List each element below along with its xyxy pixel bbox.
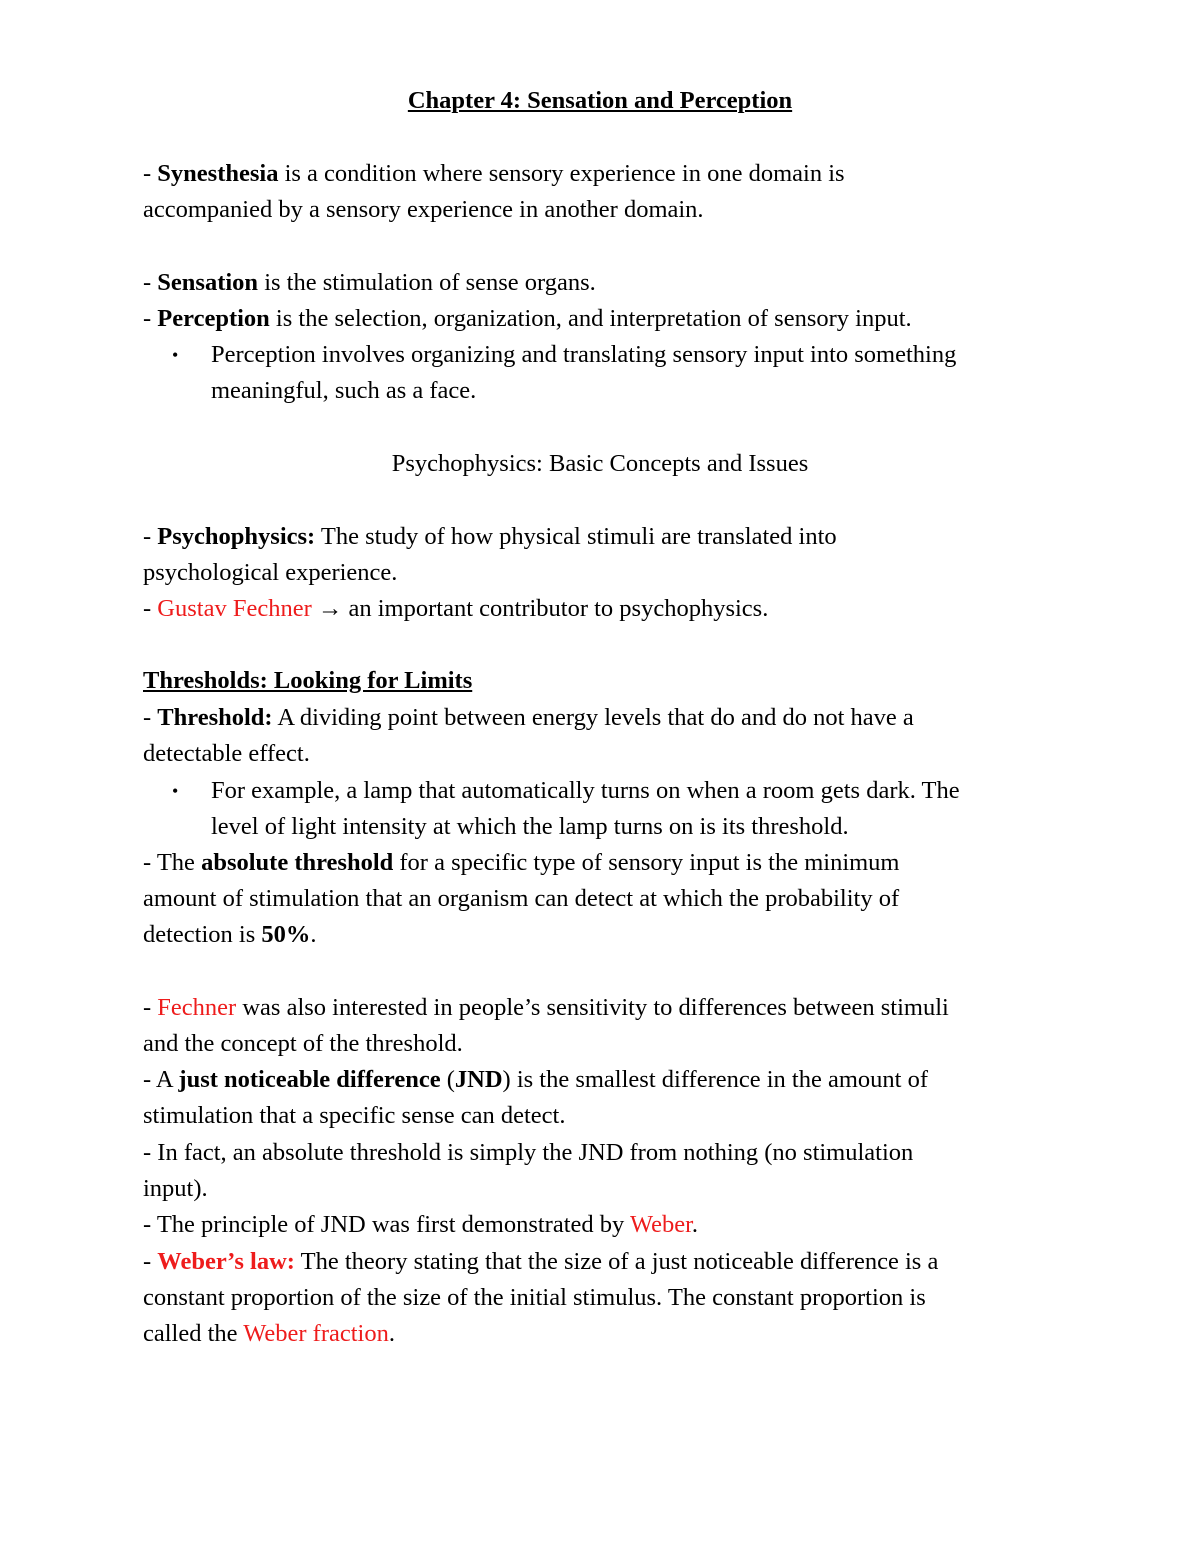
- fechner-text: an important contributor to psychophysics.: [348, 595, 769, 622]
- term-psychophysics: Psychophysics:: [157, 523, 316, 550]
- section-heading-thresholds: Thresholds: Looking for Limits: [143, 667, 473, 694]
- dash: -: [143, 160, 158, 187]
- principle-text: - The principle of JND was first demonstrated by: [143, 1211, 630, 1238]
- synesthesia-line-2: accompanied by a sensory experience in another domain.: [143, 196, 704, 223]
- period: .: [691, 1211, 699, 1238]
- term-perception: Perception: [157, 305, 270, 332]
- definition-text: A dividing point between energy levels that do and do not have a: [272, 704, 914, 731]
- fechner2-line-1: [143, 993, 949, 1023]
- term-synesthesia: Synesthesia: [157, 160, 279, 187]
- definition-text: is a condition where sensory experience in one domain is: [278, 160, 845, 187]
- definition-text: is the stimulation of sense organs.: [258, 269, 596, 296]
- dash: -: [143, 994, 158, 1021]
- fechner2-line-2: and the concept of the threshold.: [143, 1030, 463, 1057]
- name-fechner: Fechner: [157, 994, 237, 1021]
- term-weber-fraction: Weber fraction: [243, 1320, 389, 1347]
- period: .: [310, 921, 317, 948]
- period: .: [388, 1320, 395, 1347]
- absolute-threshold-line-3: [143, 920, 317, 950]
- term-jnd: just noticeable difference: [178, 1066, 441, 1093]
- jnd-line-1: [143, 1065, 928, 1095]
- fechner2-text: was also interested in people’s sensitivity to differences between stimuli: [236, 994, 949, 1021]
- absolute-threshold-line-1: [143, 848, 899, 878]
- term-webers-law: Weber’s law:: [157, 1248, 295, 1275]
- name-weber: Weber: [629, 1211, 692, 1238]
- dash: -: [143, 305, 158, 332]
- prefix: - A: [143, 1066, 179, 1093]
- term-threshold: Threshold:: [157, 704, 273, 731]
- threshold-bullet-line-1: For example, a lamp that automatically turns on when a room gets dark. The: [211, 777, 960, 804]
- perception-bullet-line-2: meaningful, such as a face.: [211, 377, 477, 404]
- definition-text: ) is the smallest difference in the amount of: [502, 1066, 928, 1093]
- weber-law-line-2: constant proportion of the size of the initial stimulus. The constant proportion is: [143, 1284, 926, 1311]
- dash: -: [143, 1248, 158, 1275]
- threshold-bullet-line-2: level of light intensity at which the lamp turns on is its threshold.: [211, 813, 849, 840]
- arrow-right-icon: →: [311, 595, 349, 622]
- synesthesia-line-1: [143, 159, 845, 189]
- sensation-line: [143, 268, 596, 298]
- psychophysics-line-1: [143, 522, 837, 552]
- definition-text: The theory stating that the size of a just noticeable difference is a: [294, 1248, 939, 1275]
- paren-open: (: [440, 1066, 455, 1093]
- definition-text: for a specific type of sensory input is the minimum: [393, 849, 900, 876]
- page-title: Chapter 4: Sensation and Perception: [407, 87, 793, 114]
- perception-line: [143, 304, 912, 334]
- weber-law-line-3: [143, 1319, 395, 1349]
- definition-text: The study of how physical stimuli are translated into: [315, 523, 837, 550]
- jnd-line-2: stimulation that a specific sense can detect.: [143, 1102, 566, 1129]
- bullet-icon: •: [172, 781, 179, 801]
- absolute-threshold-line-2: amount of stimulation that an organism can detect at which the probability of: [143, 885, 900, 912]
- term-sensation: Sensation: [157, 269, 259, 296]
- name-gustav-fechner: Gustav Fechner: [157, 595, 312, 622]
- term-jnd-abbr: JND: [454, 1066, 503, 1093]
- dash: -: [143, 269, 158, 296]
- threshold-line-1: [143, 703, 914, 733]
- weber-law-line-1: [143, 1247, 938, 1277]
- term-absolute-threshold: absolute threshold: [201, 849, 394, 876]
- threshold-line-2: detectable effect.: [143, 740, 310, 767]
- psychophysics-line-2: psychological experience.: [143, 559, 398, 586]
- fechner-line: [143, 594, 768, 624]
- infact-line-2: input).: [143, 1175, 208, 1202]
- dash: -: [143, 704, 158, 731]
- principle-line: [143, 1210, 698, 1240]
- dash: -: [143, 523, 158, 550]
- prefix: - The: [143, 849, 202, 876]
- infact-line-1: - In fact, an absolute threshold is simply the JND from nothing (no stimulation: [143, 1139, 914, 1166]
- definition-text: detection is: [143, 921, 262, 948]
- perception-bullet-line-1: Perception involves organizing and translating sensory input into something: [211, 341, 957, 368]
- section-heading-psychophysics: Psychophysics: Basic Concepts and Issues: [391, 450, 809, 477]
- dash: -: [143, 595, 158, 622]
- definition-text: called the: [143, 1320, 244, 1347]
- definition-text: is the selection, organization, and interpretation of sensory input.: [269, 305, 912, 332]
- bullet-icon: •: [172, 345, 179, 365]
- percent-value: 50%: [261, 921, 311, 948]
